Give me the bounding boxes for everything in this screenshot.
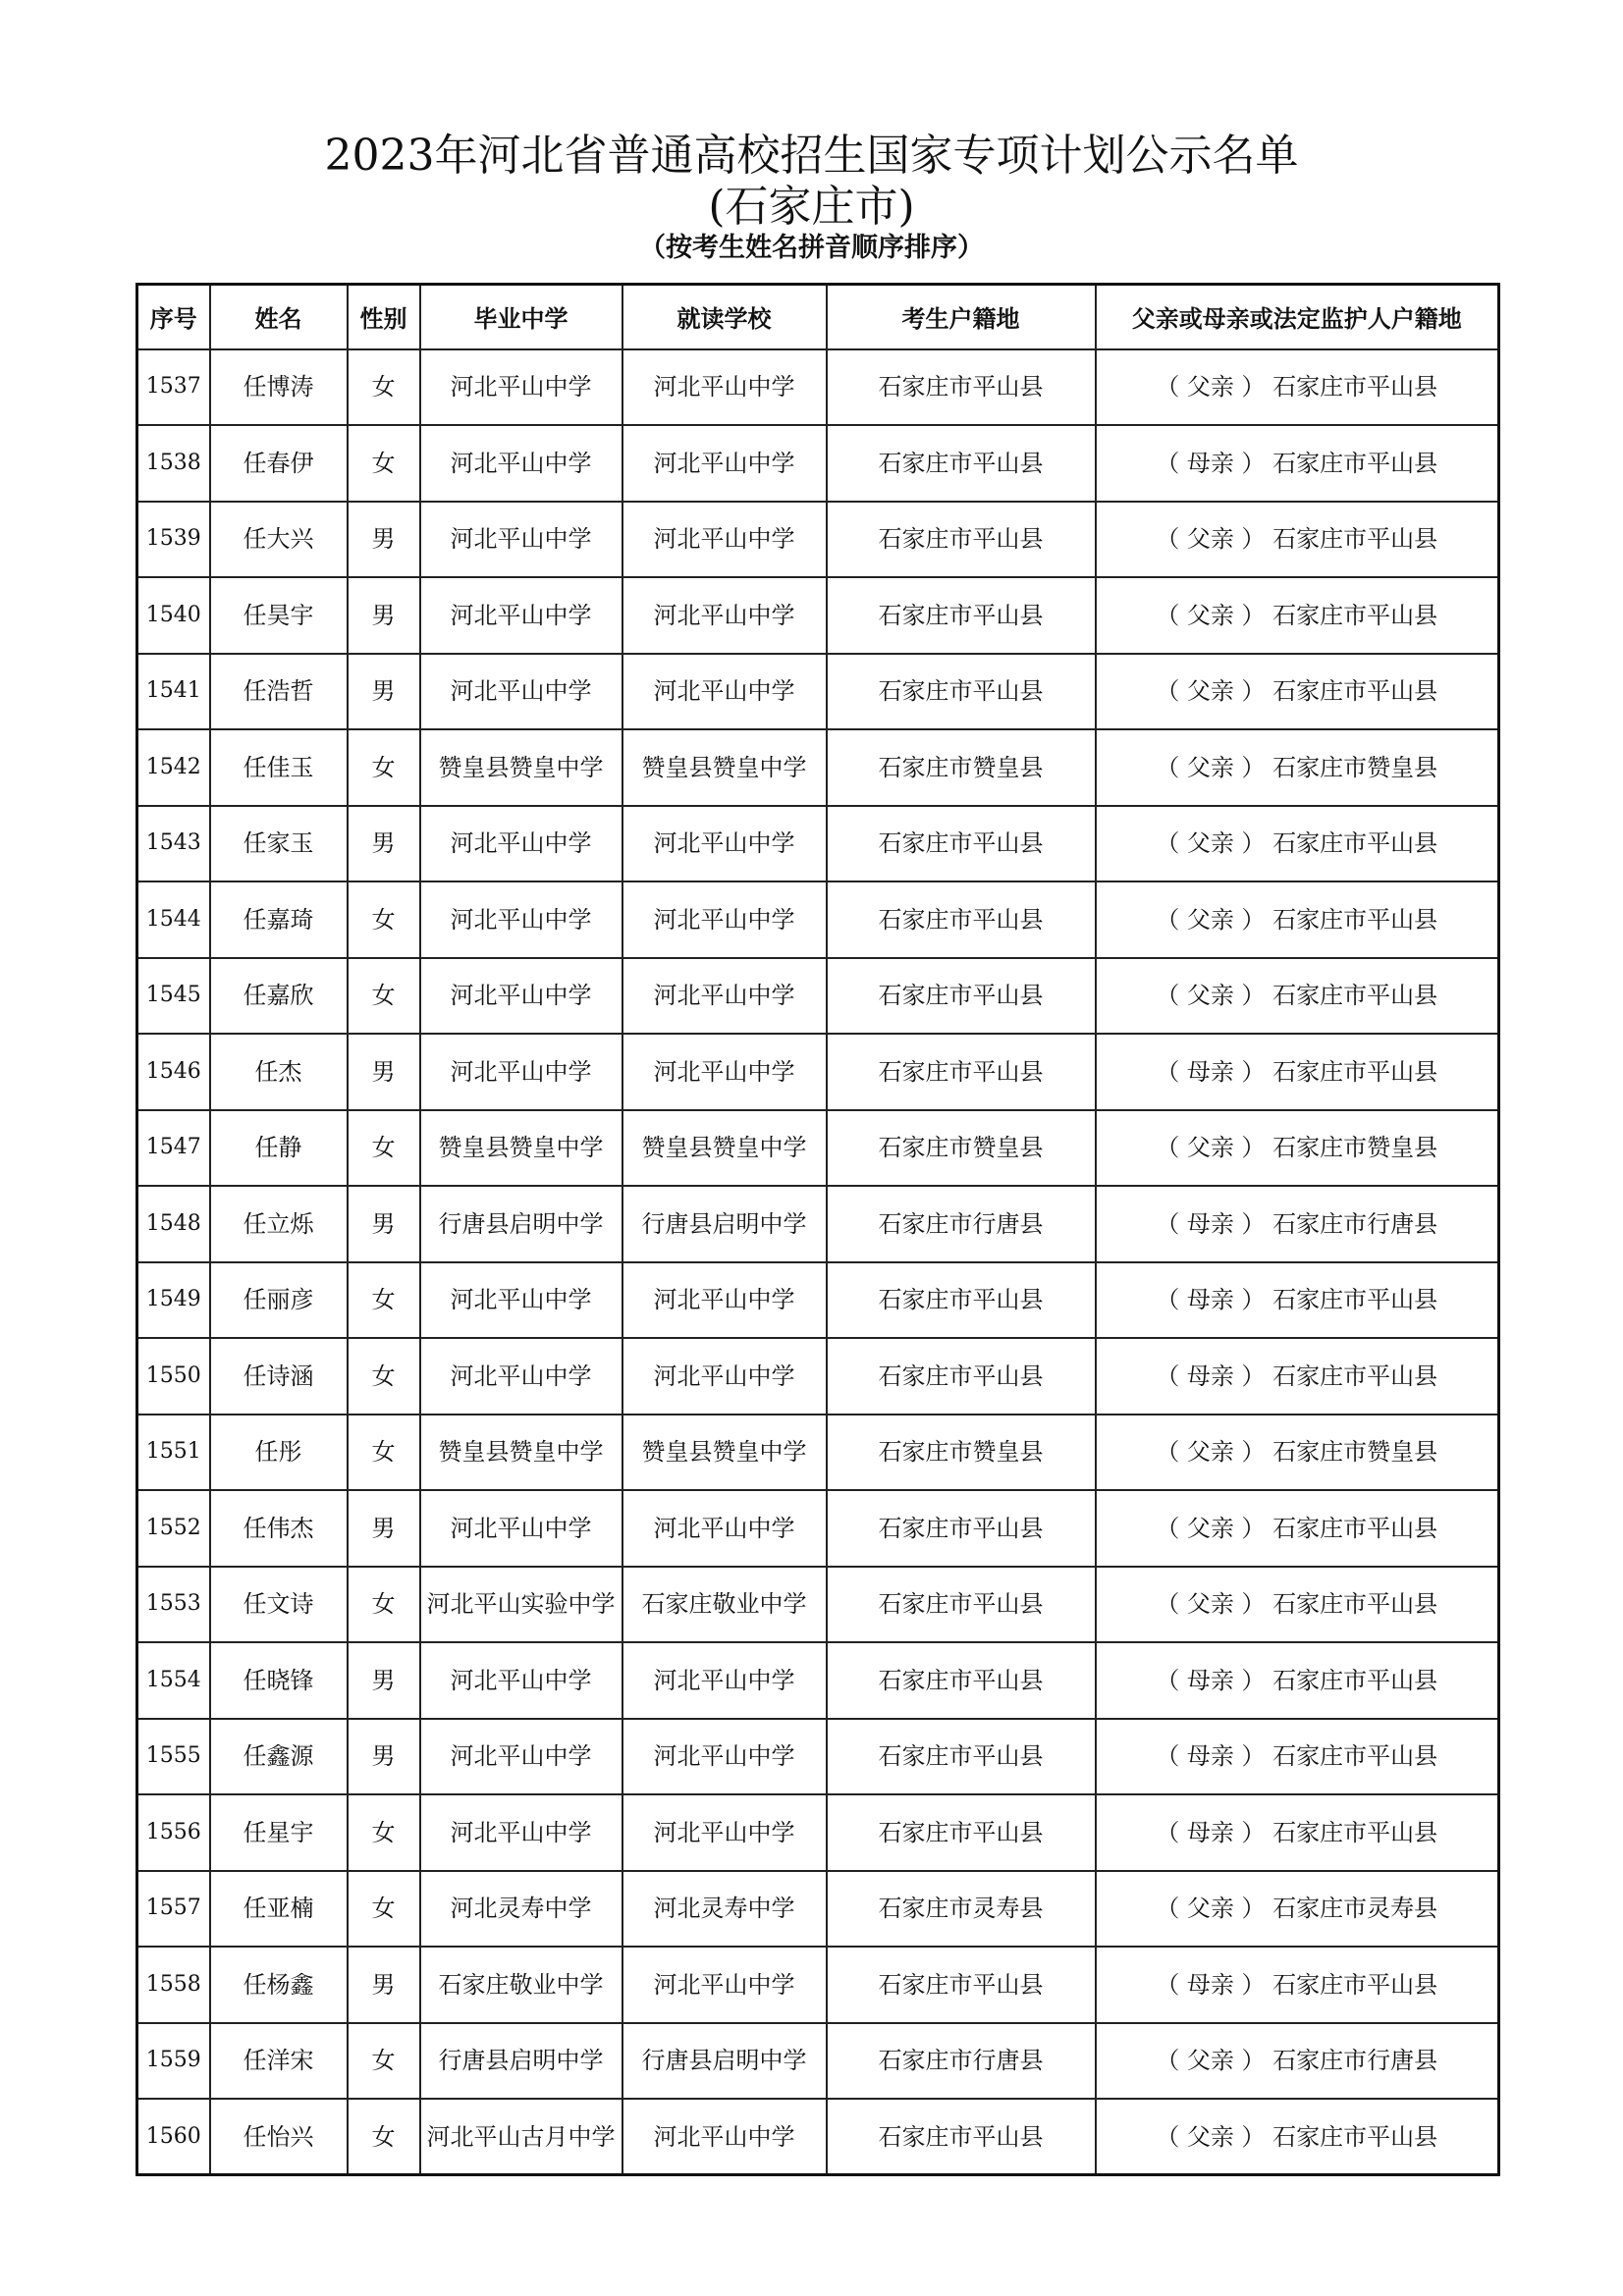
cell-current-school: 河北平山中学 (622, 1034, 827, 1110)
cell-hukou: 石家庄市平山县 (827, 1719, 1096, 1795)
table-row (137, 729, 1499, 806)
cell-grad-school: 河北平山中学 (420, 1262, 622, 1339)
roster-body (137, 349, 1499, 2175)
cell-grad-school: 河北平山中学 (420, 425, 622, 502)
cell-guardian-hukou: （ 父亲 ） 石家庄市行唐县 (1096, 2023, 1499, 2100)
cell-grad-school: 河北平山古月中学 (420, 2099, 622, 2175)
cell-grad-school: 河北灵寿中学 (420, 1871, 622, 1948)
header-seq: 序号 (137, 285, 210, 349)
table-row (137, 881, 1499, 958)
table-row (137, 2023, 1499, 2100)
cell-guardian-hukou: （ 父亲 ） 石家庄市平山县 (1096, 654, 1499, 730)
table-row (137, 1794, 1499, 1871)
cell-guardian-hukou: （ 母亲 ） 石家庄市平山县 (1096, 1947, 1499, 2023)
cell-current-school: 河北平山中学 (622, 1262, 827, 1339)
cell-name: 任诗涵 (210, 1338, 348, 1415)
cell-hukou: 石家庄市平山县 (827, 2099, 1096, 2175)
cell-hukou: 石家庄市平山县 (827, 1338, 1096, 1415)
cell-guardian-hukou: （ 母亲 ） 石家庄市平山县 (1096, 1262, 1499, 1339)
cell-hukou: 石家庄市平山县 (827, 1034, 1096, 1110)
cell-hukou: 石家庄市行唐县 (827, 1186, 1096, 1262)
cell-gender: 女 (348, 2023, 420, 2100)
cell-seq: 1557 (137, 1871, 210, 1948)
cell-hukou: 石家庄市平山县 (827, 425, 1096, 502)
cell-current-school: 河北平山中学 (622, 881, 827, 958)
table-row (137, 806, 1499, 882)
cell-seq: 1537 (137, 349, 210, 426)
table-row (137, 1415, 1499, 1491)
cell-hukou: 石家庄市平山县 (827, 577, 1096, 654)
cell-guardian-hukou: （ 父亲 ） 石家庄市平山县 (1096, 2099, 1499, 2175)
cell-grad-school: 河北平山中学 (420, 1642, 622, 1719)
cell-name: 任文诗 (210, 1567, 348, 1643)
cell-gender: 女 (348, 958, 420, 1035)
cell-gender: 女 (348, 1871, 420, 1948)
cell-name: 任春伊 (210, 425, 348, 502)
cell-hukou: 石家庄市平山县 (827, 806, 1096, 882)
cell-name: 任静 (210, 1110, 348, 1187)
table-row (137, 1719, 1499, 1795)
cell-name: 任伟杰 (210, 1490, 348, 1567)
cell-grad-school: 河北平山中学 (420, 1338, 622, 1415)
roster-table (135, 283, 1500, 2176)
cell-guardian-hukou: （ 父亲 ） 石家庄市平山县 (1096, 958, 1499, 1035)
cell-gender: 男 (348, 1034, 420, 1110)
cell-current-school: 石家庄敬业中学 (622, 1567, 827, 1643)
cell-gender: 男 (348, 502, 420, 578)
cell-guardian-hukou: （ 父亲 ） 石家庄市赞皇县 (1096, 1415, 1499, 1491)
cell-name: 任亚楠 (210, 1871, 348, 1948)
table-row (137, 1947, 1499, 2023)
cell-name: 任博涛 (210, 349, 348, 426)
cell-guardian-hukou: （ 母亲 ） 石家庄市平山县 (1096, 1338, 1499, 1415)
cell-seq: 1560 (137, 2099, 210, 2175)
table-row (137, 1567, 1499, 1643)
cell-current-school: 河北平山中学 (622, 1719, 827, 1795)
cell-grad-school: 河北平山中学 (420, 1490, 622, 1567)
cell-guardian-hukou: （ 父亲 ） 石家庄市赞皇县 (1096, 1110, 1499, 1187)
cell-seq: 1539 (137, 502, 210, 578)
table-row (137, 1110, 1499, 1187)
cell-hukou: 石家庄市平山县 (827, 654, 1096, 730)
header-hukou: 考生户籍地 (827, 285, 1096, 349)
cell-seq: 1540 (137, 577, 210, 654)
cell-grad-school: 河北平山中学 (420, 881, 622, 958)
cell-name: 任大兴 (210, 502, 348, 578)
cell-seq: 1552 (137, 1490, 210, 1567)
cell-current-school: 河北平山中学 (622, 806, 827, 882)
cell-guardian-hukou: （ 父亲 ） 石家庄市灵寿县 (1096, 1871, 1499, 1948)
cell-seq: 1538 (137, 425, 210, 502)
cell-current-school: 赞皇县赞皇中学 (622, 1415, 827, 1491)
cell-seq: 1541 (137, 654, 210, 730)
cell-hukou: 石家庄市赞皇县 (827, 1415, 1096, 1491)
cell-seq: 1550 (137, 1338, 210, 1415)
cell-seq: 1544 (137, 881, 210, 958)
cell-hukou: 石家庄市平山县 (827, 1262, 1096, 1339)
cell-seq: 1558 (137, 1947, 210, 2023)
cell-seq: 1551 (137, 1415, 210, 1491)
cell-current-school: 河北平山中学 (622, 577, 827, 654)
cell-guardian-hukou: （ 母亲 ） 石家庄市平山县 (1096, 1719, 1499, 1795)
cell-current-school: 赞皇县赞皇中学 (622, 1110, 827, 1187)
header-name: 姓名 (210, 285, 348, 349)
cell-name: 任晓锋 (210, 1642, 348, 1719)
cell-guardian-hukou: （ 父亲 ） 石家庄市平山县 (1096, 349, 1499, 426)
cell-name: 任洋宋 (210, 2023, 348, 2100)
cell-gender: 男 (348, 1186, 420, 1262)
header-row (137, 285, 1499, 349)
cell-seq: 1559 (137, 2023, 210, 2100)
table-row (137, 958, 1499, 1035)
cell-guardian-hukou: （ 母亲 ） 石家庄市平山县 (1096, 425, 1499, 502)
cell-hukou: 石家庄市赞皇县 (827, 1110, 1096, 1187)
cell-guardian-hukou: （ 母亲 ） 石家庄市平山县 (1096, 1794, 1499, 1871)
cell-hukou: 石家庄市平山县 (827, 1794, 1096, 1871)
cell-guardian-hukou: （ 父亲 ） 石家庄市平山县 (1096, 577, 1499, 654)
cell-current-school: 河北平山中学 (622, 958, 827, 1035)
cell-name: 任丽彦 (210, 1262, 348, 1339)
cell-gender: 女 (348, 881, 420, 958)
cell-grad-school: 行唐县启明中学 (420, 2023, 622, 2100)
cell-gender: 女 (348, 349, 420, 426)
cell-guardian-hukou: （ 母亲 ） 石家庄市平山县 (1096, 1642, 1499, 1719)
cell-grad-school: 河北平山中学 (420, 654, 622, 730)
cell-current-school: 河北平山中学 (622, 1642, 827, 1719)
cell-guardian-hukou: （ 父亲 ） 石家庄市平山县 (1096, 1567, 1499, 1643)
cell-current-school: 河北平山中学 (622, 425, 827, 502)
cell-gender: 女 (348, 729, 420, 806)
header-guardian-hukou: 父亲或母亲或法定监护人户籍地 (1096, 285, 1499, 349)
table-row (137, 1338, 1499, 1415)
cell-name: 任星宇 (210, 1794, 348, 1871)
cell-hukou: 石家庄市平山县 (827, 881, 1096, 958)
table-row (137, 1490, 1499, 1567)
cell-grad-school: 河北平山中学 (420, 502, 622, 578)
cell-gender: 女 (348, 425, 420, 502)
cell-current-school: 河北平山中学 (622, 1338, 827, 1415)
cell-grad-school: 河北平山中学 (420, 1034, 622, 1110)
cell-current-school: 河北平山中学 (622, 1947, 827, 2023)
cell-hukou: 石家庄市平山县 (827, 958, 1096, 1035)
cell-gender: 男 (348, 577, 420, 654)
cell-name: 任嘉欣 (210, 958, 348, 1035)
cell-current-school: 河北灵寿中学 (622, 1871, 827, 1948)
header-current-school: 就读学校 (622, 285, 827, 349)
cell-current-school: 行唐县启明中学 (622, 2023, 827, 2100)
document-title: 2023年河北省普通高校招生国家专项计划公示名单 (324, 131, 1299, 181)
cell-seq: 1542 (137, 729, 210, 806)
table-row (137, 654, 1499, 730)
cell-hukou: 石家庄市平山县 (827, 1490, 1096, 1567)
cell-gender: 女 (348, 1338, 420, 1415)
table-row (137, 349, 1499, 426)
table-row (137, 577, 1499, 654)
table-row (137, 1034, 1499, 1110)
cell-gender: 女 (348, 1415, 420, 1491)
cell-grad-school: 河北平山中学 (420, 958, 622, 1035)
cell-gender: 男 (348, 654, 420, 730)
cell-current-school: 行唐县启明中学 (622, 1186, 827, 1262)
header-gender: 性别 (348, 285, 420, 349)
cell-name: 任怡兴 (210, 2099, 348, 2175)
cell-seq: 1543 (137, 806, 210, 882)
cell-grad-school: 赞皇县赞皇中学 (420, 1415, 622, 1491)
cell-guardian-hukou: （ 父亲 ） 石家庄市平山县 (1096, 806, 1499, 882)
cell-hukou: 石家庄市平山县 (827, 502, 1096, 578)
cell-gender: 女 (348, 1262, 420, 1339)
cell-current-school: 河北平山中学 (622, 2099, 827, 2175)
cell-seq: 1554 (137, 1642, 210, 1719)
cell-current-school: 河北平山中学 (622, 654, 827, 730)
cell-grad-school: 赞皇县赞皇中学 (420, 1110, 622, 1187)
document-subtitle: (石家庄市) (708, 182, 915, 232)
cell-gender: 男 (348, 1642, 420, 1719)
cell-grad-school: 赞皇县赞皇中学 (420, 729, 622, 806)
cell-name: 任立烁 (210, 1186, 348, 1262)
cell-seq: 1549 (137, 1262, 210, 1339)
cell-hukou: 石家庄市平山县 (827, 1567, 1096, 1643)
header-grad-school: 毕业中学 (420, 285, 622, 349)
cell-seq: 1546 (137, 1034, 210, 1110)
cell-current-school: 赞皇县赞皇中学 (622, 729, 827, 806)
cell-seq: 1555 (137, 1719, 210, 1795)
cell-gender: 女 (348, 1794, 420, 1871)
cell-current-school: 河北平山中学 (622, 1794, 827, 1871)
cell-grad-school: 石家庄敬业中学 (420, 1947, 622, 2023)
table-row (137, 1642, 1499, 1719)
cell-grad-school: 行唐县启明中学 (420, 1186, 622, 1262)
cell-hukou: 石家庄市平山县 (827, 349, 1096, 426)
cell-gender: 女 (348, 1110, 420, 1187)
table-row (137, 1262, 1499, 1339)
cell-guardian-hukou: （ 母亲 ） 石家庄市行唐县 (1096, 1186, 1499, 1262)
cell-name: 任彤 (210, 1415, 348, 1491)
sort-note: （按考生姓名拼音顺序排序） (639, 233, 984, 263)
cell-seq: 1556 (137, 1794, 210, 1871)
cell-name: 任杰 (210, 1034, 348, 1110)
cell-grad-school: 河北平山中学 (420, 1794, 622, 1871)
cell-seq: 1547 (137, 1110, 210, 1187)
cell-gender: 男 (348, 1490, 420, 1567)
cell-name: 任家玉 (210, 806, 348, 882)
cell-current-school: 河北平山中学 (622, 349, 827, 426)
cell-grad-school: 河北平山中学 (420, 349, 622, 426)
cell-guardian-hukou: （ 母亲 ） 石家庄市平山县 (1096, 1034, 1499, 1110)
cell-hukou: 石家庄市赞皇县 (827, 729, 1096, 806)
cell-gender: 女 (348, 2099, 420, 2175)
cell-current-school: 河北平山中学 (622, 502, 827, 578)
table-row (137, 1871, 1499, 1948)
cell-grad-school: 河北平山中学 (420, 577, 622, 654)
cell-name: 任嘉琦 (210, 881, 348, 958)
cell-gender: 女 (348, 1567, 420, 1643)
cell-guardian-hukou: （ 父亲 ） 石家庄市平山县 (1096, 502, 1499, 578)
cell-name: 任佳玉 (210, 729, 348, 806)
cell-guardian-hukou: （ 父亲 ） 石家庄市平山县 (1096, 881, 1499, 958)
cell-hukou: 石家庄市平山县 (827, 1947, 1096, 2023)
cell-grad-school: 河北平山中学 (420, 1719, 622, 1795)
cell-seq: 1545 (137, 958, 210, 1035)
table-row (137, 425, 1499, 502)
cell-name: 任杨鑫 (210, 1947, 348, 2023)
cell-gender: 男 (348, 1947, 420, 2023)
cell-name: 任昊宇 (210, 577, 348, 654)
cell-hukou: 石家庄市灵寿县 (827, 1871, 1096, 1948)
cell-hukou: 石家庄市平山县 (827, 1642, 1096, 1719)
table-row (137, 2099, 1499, 2175)
cell-seq: 1548 (137, 1186, 210, 1262)
cell-name: 任浩哲 (210, 654, 348, 730)
cell-seq: 1553 (137, 1567, 210, 1643)
cell-current-school: 河北平山中学 (622, 1490, 827, 1567)
cell-guardian-hukou: （ 父亲 ） 石家庄市赞皇县 (1096, 729, 1499, 806)
table-row (137, 502, 1499, 578)
cell-gender: 男 (348, 806, 420, 882)
cell-gender: 男 (348, 1719, 420, 1795)
table-row (137, 1186, 1499, 1262)
cell-hukou: 石家庄市行唐县 (827, 2023, 1096, 2100)
cell-grad-school: 河北平山实验中学 (420, 1567, 622, 1643)
cell-grad-school: 河北平山中学 (420, 806, 622, 882)
cell-name: 任鑫源 (210, 1719, 348, 1795)
cell-guardian-hukou: （ 父亲 ） 石家庄市平山县 (1096, 1490, 1499, 1567)
